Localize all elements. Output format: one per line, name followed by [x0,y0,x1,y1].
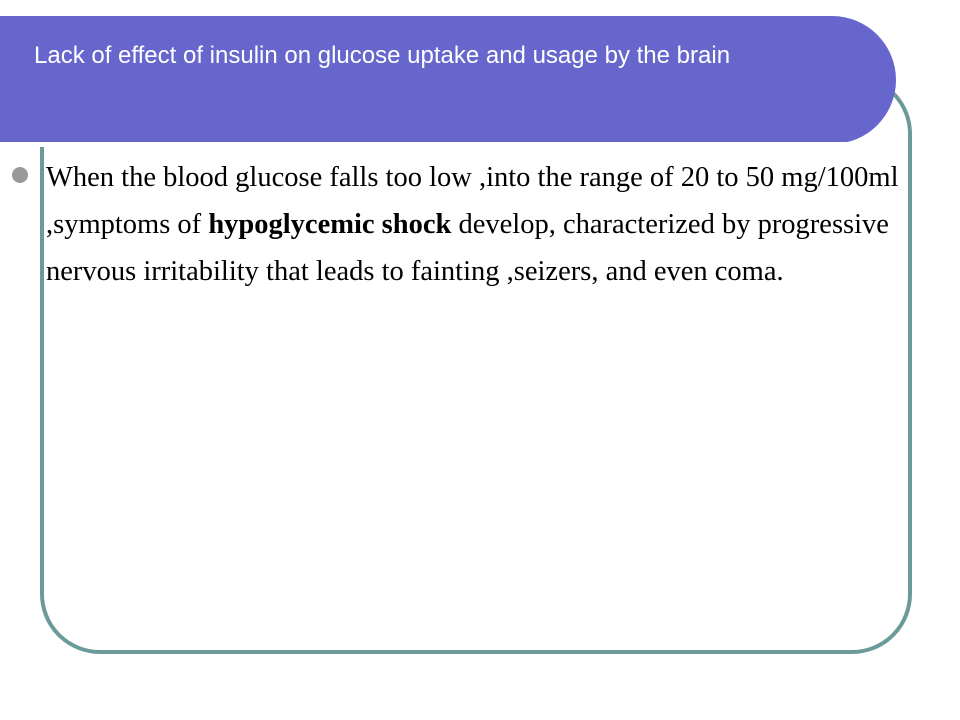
bullet-text-start: When the blood glucose falls too low ,into the range of 20 to 50 mg/100ml ,symptoms of [46,162,899,240]
bullet-text [46,154,906,295]
bullet-text-end: develop, characterized by progressive nervous irritability that leads to fainting ,seizers, and even coma. [46,209,889,287]
bullet-dot-icon [12,167,28,183]
title-underline [0,142,848,147]
bullet-emphasis: hypoglycemic shock [208,209,452,240]
slide-title: Lack of effect of insulin on glucose uptake and usage by the brain [34,42,731,69]
title-bar [0,16,896,144]
